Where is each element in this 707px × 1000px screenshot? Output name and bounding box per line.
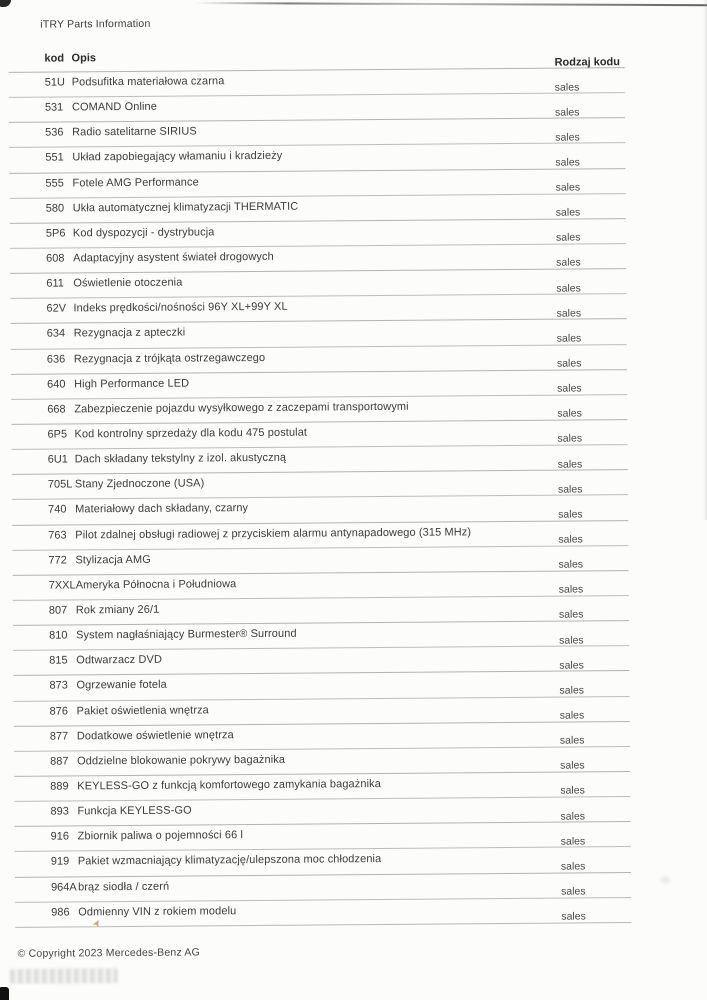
part-code: 807 [48,604,68,617]
part-code: 986 [51,906,70,919]
part-code: 705L [47,478,73,491]
part-description: Zbiornik paliwa o pojemności 66 l [77,829,244,843]
part-description: Oddzielne blokowanie pokrywy bagażnika [77,753,286,768]
code-type-value: sales [555,181,581,194]
code-type-value: sales [557,458,583,471]
code-type-value: sales [559,709,585,722]
code-type-value: sales [558,508,583,521]
part-code: 51U [44,76,65,89]
part-code: 5P6 [45,227,66,240]
part-code: 555 [45,177,64,190]
part-code: 636 [46,353,66,366]
part-code: 62V [46,302,67,315]
part-description: Stylizacja AMG [75,553,151,567]
code-type-value: sales [558,583,584,596]
part-code: 893 [50,805,69,818]
code-type-value: sales [554,80,580,94]
code-type-value: sales [560,809,586,823]
code-type-value: sales [557,483,583,496]
part-code: 611 [46,277,64,290]
part-code: 608 [46,252,65,265]
part-description: Rezygnacja z apteczki [73,326,186,340]
part-description: Dodatkowe oświetlenie wnętrza [76,728,234,743]
part-description: Odtwarzacz DVD [76,653,163,667]
code-type-value: sales [557,432,583,446]
part-code: 815 [49,654,68,667]
part-code: 877 [49,730,69,743]
code-type-value: sales [556,332,582,345]
part-description: System nagłaśniający Burmester® Surround [76,627,297,642]
part-description: Fotele AMG Performance [72,175,199,189]
part-description: Układ zapobiegający włamaniu i kradzieży [72,150,283,164]
code-type-value: sales [555,156,580,169]
part-description: Kod dyspozycji - dystrybucja [72,226,215,240]
part-code: 772 [48,554,67,567]
watermark-artifact [10,968,118,984]
part-code: 6P5 [47,428,68,441]
part-code: 536 [45,126,64,139]
part-code: 580 [45,202,65,215]
column-header-code: kod [44,52,65,65]
page-title: iTRY Parts Information [40,17,151,31]
part-code: 531 [44,101,64,114]
code-type-value: sales [557,407,582,420]
part-code: 740 [48,503,67,517]
code-type-value: sales [558,533,583,546]
code-type-value: sales [555,131,580,144]
part-description: Odmienny VIN z rokiem modelu [78,904,237,919]
code-type-value: sales [559,634,584,647]
part-description: Dach składany tekstylny z izol. akustyczną [74,451,287,466]
part-code: 6U1 [47,453,68,466]
column-header-description: Opis [71,52,97,65]
code-type-value: sales [558,558,584,571]
part-description: Ameryka Północna i Południowa [75,577,237,592]
copyright-notice: © Copyright 2023 Mercedes-Benz AG [17,946,201,960]
part-description: Ukła automatycznej klimatyzacji THERMATIC [72,200,299,215]
part-code: 640 [47,378,66,391]
part-code: 668 [47,403,66,416]
code-type-value: sales [561,910,586,923]
code-type-value: sales [557,382,582,395]
part-code: 873 [49,679,68,692]
code-type-value: sales [561,885,586,898]
part-code: 889 [50,780,69,793]
part-description: Ogrzewanie fotela [76,679,167,692]
part-code: 634 [46,327,66,341]
code-type-value: sales [555,206,581,219]
code-type-value: sales [558,608,584,622]
part-description: Adaptacyjny asystent świateł drogowych [73,250,274,265]
pen-mark-artifact: ➤ [90,917,105,931]
code-type-value: sales [554,106,580,119]
part-code: 916 [50,830,70,843]
code-type-value: sales [559,734,585,747]
part-description: Oświetlenie otoczenia [73,276,183,290]
part-description: Indeks prędkości/nośności 96Y XL+99Y XL [73,301,288,315]
column-header-code-type: Rodzaj kodu [554,56,621,69]
code-type-value: sales [560,835,586,848]
part-description: Radio satelitarne SIRIUS [72,125,197,139]
part-code: 919 [50,855,70,868]
code-type-value: sales [560,784,585,798]
parts-table-body [9,67,632,931]
part-code: 810 [49,629,68,642]
code-type-value: sales [555,231,581,244]
part-description: Rok zmiany 26/1 [75,603,160,617]
part-description: Materiałowy dach składany, czarny [75,502,249,516]
part-description: Stany Zjednoczone (USA) [74,477,205,491]
code-type-value: sales [556,256,581,270]
code-type-value: sales [556,282,581,295]
part-description: High Performance LED [74,377,190,391]
part-code: 876 [49,704,69,718]
table-row [15,897,631,927]
part-code: 551 [45,151,64,165]
part-description: Pakiet wzmacniający klimatyzację/ulepszona moc chłodzenia [77,853,382,868]
part-description: brąz siodła / czerń [77,880,170,893]
part-description: Pakiet oświetlenia wnętrza [76,703,209,717]
part-description: Zabezpieczenie pojazdu wysyłkowego z zaczepami transportowymi [74,400,409,416]
part-description: Podsufitka materiałowa czarna [71,75,225,89]
part-code: 964A [50,880,77,894]
part-description: Kod kontrolny sprzedaży dla kodu 475 postulat [74,426,308,441]
code-type-value: sales [560,860,586,873]
part-description: Pilot zdalnej obsługi radiowej z przyciskiem alarmu antynapadowego (315 MHz) [75,525,472,541]
part-code: 7XXL [48,579,76,592]
smudge-artifact [658,874,672,886]
part-code: 887 [50,755,69,768]
code-type-value: sales [559,659,584,672]
part-code: 763 [48,529,67,542]
part-description: COMAND Online [71,100,158,114]
code-type-value: sales [556,357,582,370]
code-type-value: sales [556,307,582,320]
part-description: Funkcja KEYLESS-GO [77,804,192,818]
code-type-value: sales [559,684,585,697]
code-type-value: sales [560,759,585,772]
part-description: KEYLESS-GO z funkcją komfortowego zamykania bagażnika [77,777,381,793]
part-description: Rezygnacja z trójkąta ostrzegawczego [73,351,266,365]
